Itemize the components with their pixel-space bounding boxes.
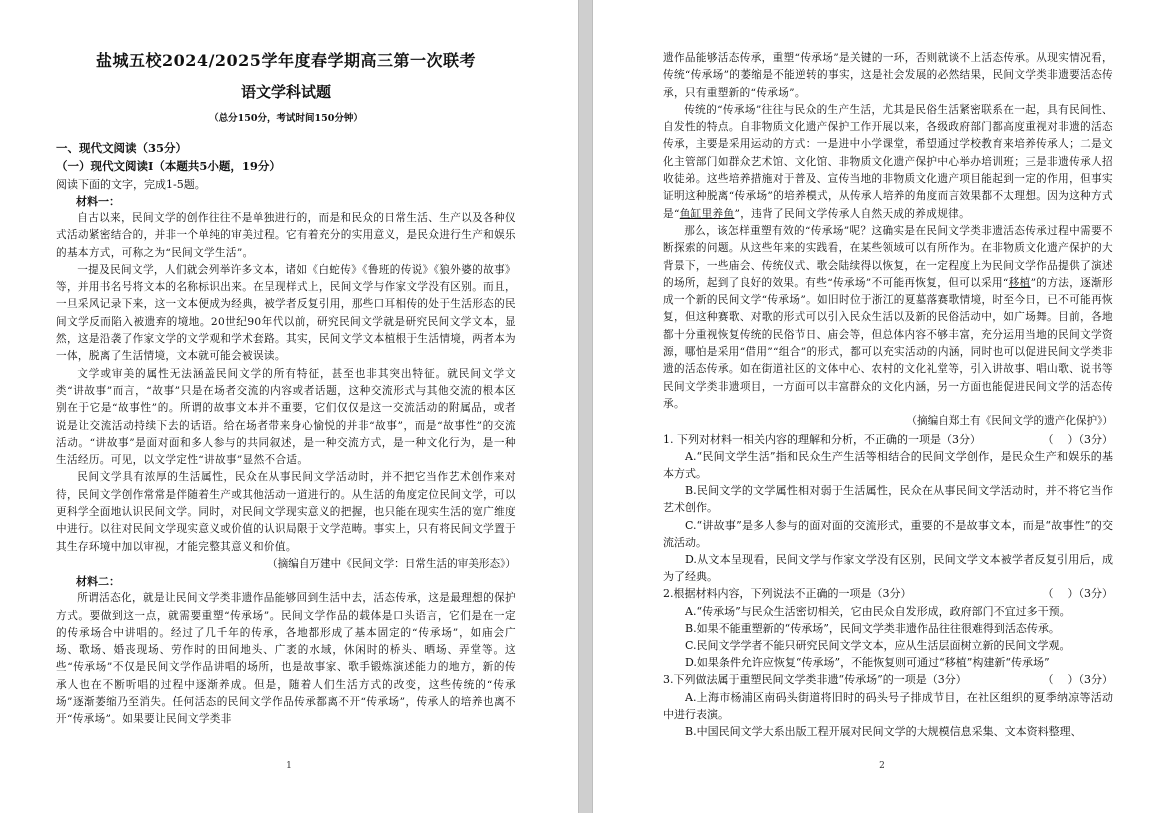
page-number: 1 [286, 761, 292, 771]
paragraph [663, 223, 1113, 413]
option: C.“讲故事”是多人参与的面对面的交流形式，重要的不是故事文本，而是“故事性”的交流活动。 [663, 518, 1113, 549]
paragraph: 自古以来，民间文学的创作往往不是单独进行的，而是和民众的日常生活、生产以及各种仪式活动紧密结合的，并非一个单纯的审美过程。它有着充分的实用意义，是民众进行生产和娱乐的基本方式，可称之为“民间文学生活”。 [56, 212, 516, 259]
paragraph: 一提及民间文学，人们就会列举许多文本，诸如《白蛇传》《鲁班的传说》《狼外婆的故事》等，并用书名号将文本的名称标识出来。在呈现样式上，民间文学与作家文学没有区别。而且，一旦采风记录下来，这一文本便成为经典，被学者反复引用，那些口耳相传的处于生活形态的民间文学反而陷入被遗弃的境地。20世纪90年代以前，研究民间文学就是研究民间文学文本，显然，这是沿袭了作家文学的文学观和学术套路。其实，民间文学文本植根于生活情境，两者本为一体，脱离了生活情境，文本就可能会被误读。 [56, 263, 516, 363]
option: A.“民间文学生活”指和民众生产生活等相结合的民间文学创作，是民众生产和娱乐的基本方式。 [663, 449, 1113, 480]
option: A.“传承场”与民众生活密切相关，它由民众自发形成，政府部门不宜过多干预。 [685, 604, 1071, 618]
option: B.民间文学的文学属性相对弱于生活属性，民众在从事民间文学活动时，并不将它当作艺术创作。 [663, 484, 1113, 515]
question-1 [663, 431, 1113, 448]
material-1-label: 材料一： [76, 195, 120, 208]
question-3 [663, 671, 1113, 688]
page-1 [0, 0, 578, 813]
question-stem: 1. 下列对材料一相关内容的理解和分析，不正确的一项是（3分） [663, 432, 981, 446]
paragraph-text: 传统的“传承场”往往与民众的生产生活，尤其是民俗生活紧密联系在一起，具有民间性、自发性的特点。自非物质文化遗产保护工作开展以来，各级政府部门都高度重视对非遗的活态传承，主要是采用运动的方式：一是进中小学课堂，希望通过学校教育来培养传承人；二是文化主管部门如群众艺术馆、文化馆、非物质文化遗产保护中心举办培训班；三是非遗传承人招收徒弟。这些培养措施对于普及、宣传当地的非物质文化遗产项目能起到一定的作用，但事实证明这种脱离“传承场”的培养模式，从传承人培养的角度而言效果都不太理想。因为这种方式是“ [663, 103, 1113, 220]
page-gutter [578, 0, 593, 813]
paragraph: 遗作品能够活态传承，重塑“传承场”是关键的一环，否则就谈不上活态传承。从现实情况看，传统“传承场”的萎缩是不能逆转的事实，这是社会发展的必然结果，民间文学类非遗要活态传承，只有重塑新的“传承场”。 [663, 52, 1113, 99]
option: A.上海市杨浦区南码头街道将旧时的码头号子排成节目，在社区组织的夏季纳凉等活动中进行表演。 [663, 690, 1113, 721]
section-heading: 一、现代文阅读（35分） [56, 141, 188, 155]
paragraph-text: ”的方法，逐渐形成一个新的民间文学“传承场”。如旧时位于浙江的夏墓落赛歌情境，时至今日，已不可能再恢复，但这种赛歌、对歌的形式可以引入民众生活以及新的民俗活动中，如广场舞。目前，各地都十分重视恢复传统的民俗节日、庙会等，但总体内容不够丰富，充分运用当地的民间文学资源，哪怕是采用“借用”“组合”的形式，都可以充实活动的内涵，同时也可以促进民间文学类非遗的活态传承。如在街道社区的文体中心、农村的文化礼堂等，引入讲故事、唱山歌、说书等民间文学类非遗项目，一方面可以丰富群众的文化内涵，另一方面也能促进民间文学的活态传承。 [663, 276, 1114, 410]
citation: （摘编自郑土有《民间文学的遗产化保护》） [906, 415, 1113, 428]
exam-subtitle: 语文学科试题 [240, 83, 331, 101]
underlined-phrase: 鱼缸里养鱼 [679, 207, 735, 220]
option: C.民间文学学者不能只研究民间文学文本，应从生活层面树立新的民间文学观。 [685, 638, 1071, 652]
page-number: 2 [879, 761, 885, 771]
option: D.从文本呈现看，民间文学与作家文学没有区别，民间文学文本被学者反复引用后，成为了经典。 [663, 552, 1113, 584]
paragraph-text: 那么，该怎样重塑有效的“传承场”呢？这确实是在民间文学类非遗活态传承过程中需要不断探索的问题。从这些年来的实践看，在某些领域可以有所作为。在非物质文化遗产保护的大背景下，一些庙会、传统仪式、歌会陆续得以恢复，在一定程度上为民间文学作品提供了演述的场所，起到了良好的效果。有些“传承场”不可能再恢复，但可以采用“ [663, 224, 1113, 289]
option: B.如果不能重塑新的“传承场”，民间文学类非遗作品往往很难得到活态传承。 [685, 621, 1060, 635]
paragraph [663, 102, 1113, 223]
paragraph: 文学或审美的属性无法涵盖民间文学的所有特征，甚至也非其突出特征。就民间文学文类“讲故事”而言，“故事”只是在场者交流的内容或者话题，这种交流形式与其他交流的根本区别在于它是“故事性”的。所谓的故事文本并不重要，它们仅仅是这一交流活动的附属品，或者说是让交流活动持续下去的话语。给在场者带来身心愉悦的并非“故事”，而是“故事性”的交流活动。“讲故事”是面对面和多人参与的共同叙述，是一种交流方式，是一种文化行为，是一种生活经历。可见，以文学定性“讲故事”显然不合适。 [56, 367, 516, 467]
subsection-heading: （一）现代文阅读Ⅰ（本题共5小题，19分） [56, 159, 281, 173]
exam-note: （总分150分，考试时间150分钟） [209, 113, 363, 124]
instruction: 阅读下面的文字，完成1-5题。 [56, 178, 206, 191]
answer-blank: （ ）（3分） [1042, 673, 1113, 687]
question-stem: 2.根据材料内容，下列说法不正确的一项是（3分） [663, 587, 912, 601]
citation: （摘编自万建中《民间文学：日常生活的审美形态》） [267, 557, 516, 570]
option: B.中国民间文学大系出版工程开展对民间文学的大规模信息采集、文本资料整理、 [685, 724, 1082, 738]
paragraph: 所谓活态化，就是让民间文学类非遗作品能够回到生活中去，活态传承，这是最理想的保护方式。要做到这一点，就需要重塑“传承场”。民间文学作品的载体是口头语言，它们是在一定的传承场合中讲唱的。经过了几千年的传承，各地都形成了基本固定的“传承场”，如庙会广场、歌场、婚丧现场、劳作时的田间地头、广袤的水域，休闲时的桥头、晒场、弄堂等。这些“传承场”不仅是民间文学作品讲唱的场所，也是故事家、歌手锻炼演述能力的地方，新的传承人也在不断听唱的过程中逐渐养成。但是，随着人们生活方式的改变，这些传统的“传承场”逐渐萎缩乃至消失。任何活态的民间文学作品传承都离不开“传承场”，传承人的培养也离不开“传承场”。如果要让民间文学类非 [56, 592, 516, 726]
question-stem: 3.下列做法属于重塑民间文学类非遗“传承场”的一项是（3分） [663, 673, 967, 687]
question-2 [663, 585, 1113, 602]
answer-blank: （ ）（3分） [1042, 587, 1113, 601]
paragraph: 民间文学具有浓厚的生活属性，民众在从事民间文学活动时，并不把它当作艺术创作来对待，民间文学创作常常是伴随着生产或其他活动一道进行的。从生活的角度定位民间文学，可以更科学全面地认识民间文学。同时，对民间文学现实意义的把握，也只能在现实生活的宽广维度中进行。以往对民间文学现实意义或价值的认识局限于文学范畴。事实上，只有将民间文学置于其生存环境中加以审视，才能完整其意义和价值。 [56, 471, 516, 553]
answer-blank: （ ）（3分） [1042, 432, 1113, 446]
underlined-phrase: 移植 [1008, 276, 1031, 289]
paragraph-text: ”，违背了民间文学传承人自然天成的养成规律。 [734, 207, 971, 220]
option: D.如果条件允许应恢复“传承场”，不能恢复则可通过“移植”构建新“传承场” [685, 656, 1050, 670]
exam-title: 盐城五校2024/2025学年度春学期高三第一次联考 [96, 51, 476, 70]
page-2 [593, 0, 1171, 813]
material-2-label: 材料二： [76, 575, 120, 589]
